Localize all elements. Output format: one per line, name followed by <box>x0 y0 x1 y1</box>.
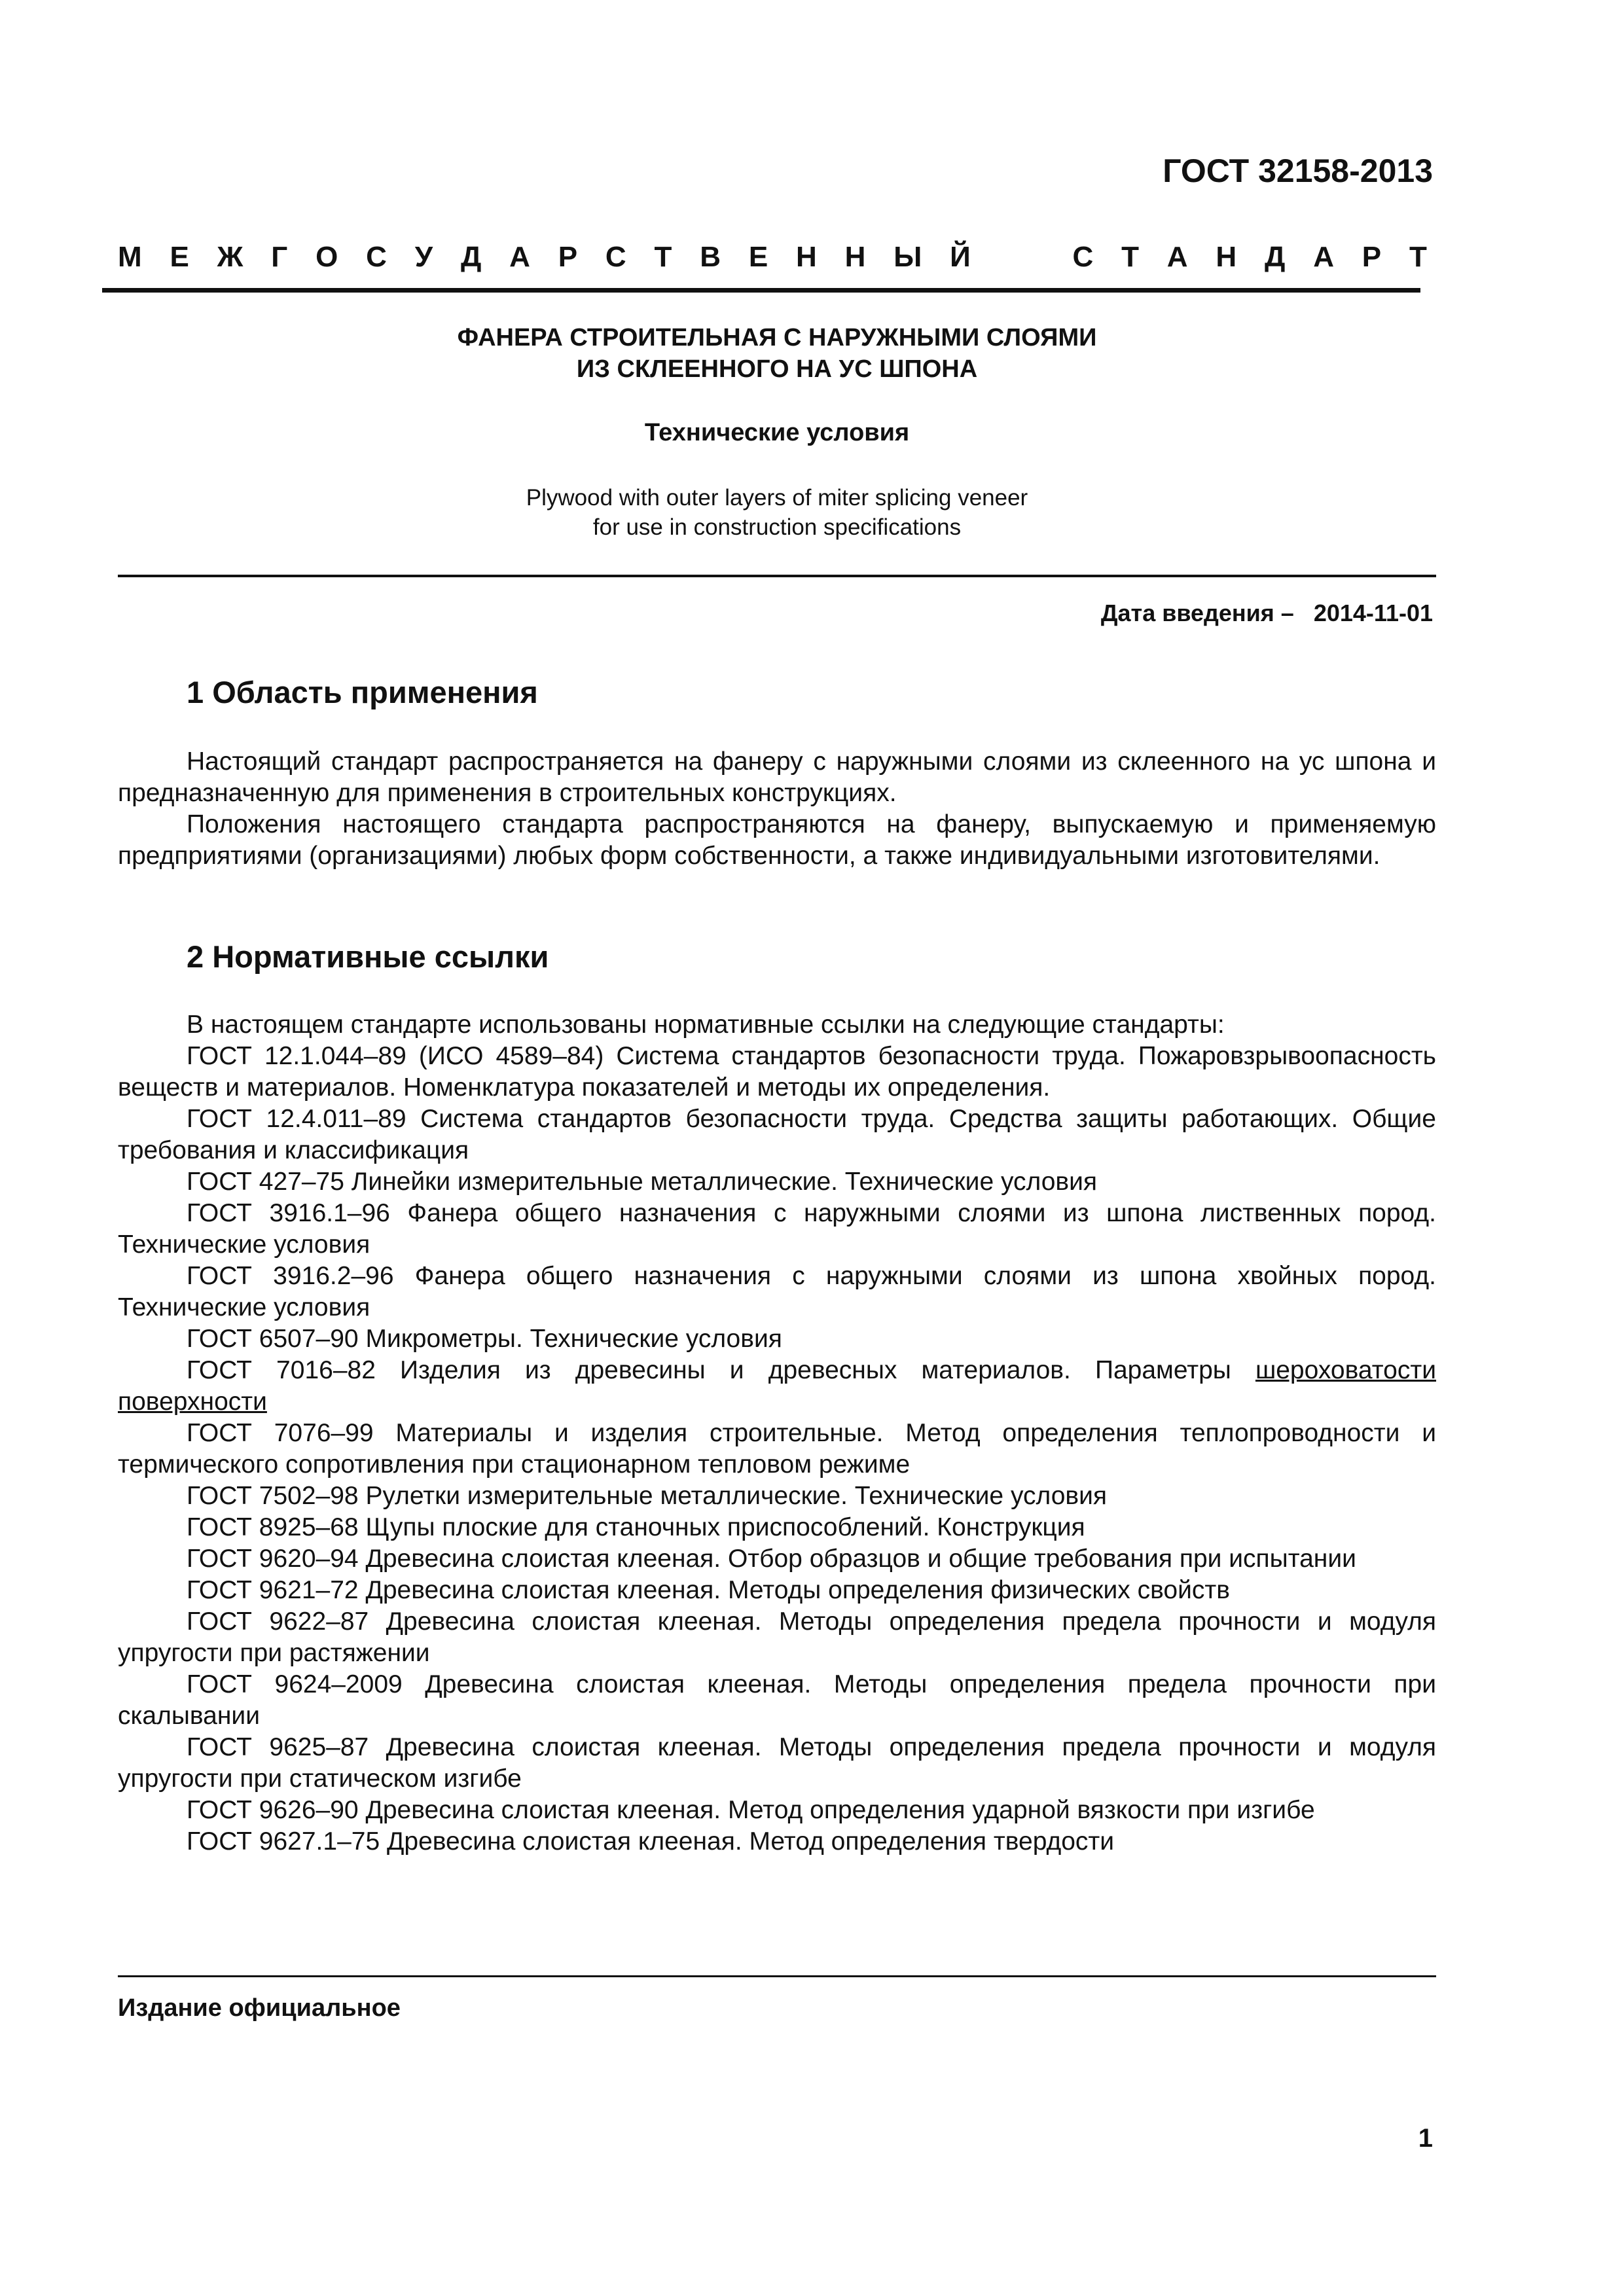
banner-letter: Н <box>1216 241 1237 273</box>
reference-item: ГОСТ 12.4.011–89 Система стандартов безопасности труда. Средства защиты работающих. Общие требования и классификация <box>118 1105 1436 1164</box>
reference-item: ГОСТ 3916.1–96 Фанера общего назначения с наружными слоями из шпона лиственных пород. Технические условия <box>118 1199 1436 1259</box>
reference-item <box>118 1355 1436 1418</box>
official-edition-label: Издание официальное <box>118 1994 401 2022</box>
paragraph: Положения настоящего стандарта распространяются на фанеру, выпускаемую и применяемую предприятиями (организациями) любых форм собственности, а также индивидуальными изготовителями. <box>118 810 1436 870</box>
banner-letter: Ы <box>893 241 922 273</box>
reference-item: ГОСТ 9625–87 Древесина слоистая клееная. Методы определения предела прочности и модуля упругости при статическом изгибе <box>118 1733 1436 1793</box>
document-title <box>118 322 1436 385</box>
reference-item: ГОСТ 7076–99 Материалы и изделия строительные. Метод определения теплопроводности и термического сопротивления при стационарном тепловом режиме <box>118 1419 1436 1479</box>
reference-item: ГОСТ 6507–90 Микрометры. Технические условия <box>187 1325 782 1353</box>
page-number: 1 <box>1418 2124 1433 2153</box>
banner-letter: Т <box>1409 241 1427 273</box>
banner-letter: Д <box>1265 241 1286 273</box>
title-line: ФАНЕРА СТРОИТЕЛЬНАЯ С НАРУЖНЫМИ СЛОЯМИ <box>457 324 1097 351</box>
banner-letter: Т <box>654 241 672 273</box>
banner-letter: Е <box>170 241 189 273</box>
references-intro: В настоящем стандарте использованы нормативные ссылки на следующие стандарты: <box>187 1011 1225 1039</box>
banner-letter: А <box>1166 241 1188 273</box>
banner-letter: С <box>366 241 387 273</box>
banner-letter: Р <box>1362 241 1382 273</box>
banner-letter: Е <box>748 241 768 273</box>
reference-item: ГОСТ 9627.1–75 Древесина слоистая клееная. Метод определения твердости <box>187 1827 1115 1856</box>
document-subtitle: Технические условия <box>644 419 910 446</box>
banner-letter: О <box>316 241 338 273</box>
section-heading: 1 Область применения <box>187 675 538 709</box>
english-title-line: Plywood with outer layers of miter splicing veneer <box>526 485 1028 511</box>
banner-letter: Й <box>950 241 971 273</box>
document-number: ГОСТ 32158-2013 <box>1163 152 1433 189</box>
banner-letter: Р <box>558 241 578 273</box>
reference-item: ГОСТ 9622–87 Древесина слоистая клееная. Методы определения предела прочности и модуля упругости при растяжении <box>118 1607 1436 1667</box>
footer-divider <box>118 1975 1436 1977</box>
section-heading: 2 Нормативные ссылки <box>187 939 549 974</box>
reference-item: ГОСТ 7502–98 Рулетки измерительные металлические. Технические условия <box>187 1482 1108 1510</box>
banner-letter: С <box>1072 241 1094 273</box>
reference-item: ГОСТ 9621–72 Древесина слоистая клееная. Методы определения физических свойств <box>187 1576 1230 1604</box>
banner-letter: Ж <box>217 241 244 273</box>
banner-letter: А <box>509 241 530 273</box>
banner-letter: Н <box>796 241 817 273</box>
banner-letter: Г <box>271 241 288 273</box>
reference-item: ГОСТ 9624–2009 Древесина слоистая клееная. Методы определения предела прочности при скалывании <box>118 1670 1436 1730</box>
banner-letter: А <box>1313 241 1334 273</box>
english-title-line: for use in construction specifications <box>592 514 962 540</box>
reference-item: ГОСТ 9626–90 Древесина слоистая клееная. Метод определения ударной вязкости при изгибе <box>187 1796 1315 1824</box>
banner-letter: С <box>605 241 626 273</box>
section-1-body <box>118 746 1436 872</box>
reference-item: ГОСТ 12.1.044–89 (ИСО 4589–84) Система стандартов безопасности труда. Пожаровзрывоопасность веществ и материалов. Номенклатура показателей и методы их определения. <box>118 1042 1436 1102</box>
banner-letter: Д <box>460 241 482 273</box>
section-2-body <box>118 1009 1436 1857</box>
english-title <box>118 483 1436 542</box>
underlined-term: шероховатости поверхности <box>118 1356 1436 1416</box>
reference-item: ГОСТ 3916.2–96 Фанера общего назначения с наружными слоями из шпона хвойных пород. Технические условия <box>118 1262 1436 1321</box>
banner-letter: В <box>700 241 721 273</box>
title-line: ИЗ СКЛЕЕННОГО НА УС ШПОНА <box>576 355 978 383</box>
introduction-date <box>1101 600 1433 627</box>
reference-item: ГОСТ 427–75 Линейки измерительные металлические. Технические условия <box>187 1168 1098 1196</box>
banner-letter: Н <box>844 241 866 273</box>
intro-date-value: 2014-11-01 <box>1313 600 1433 626</box>
banner-word-gap <box>999 241 1045 274</box>
banner-letter: Т <box>1121 241 1139 273</box>
header-divider <box>102 288 1420 293</box>
reference-item: ГОСТ 8925–68 Щупы плоские для станочных приспособлений. Конструкция <box>187 1513 1085 1541</box>
paragraph: Настоящий стандарт распространяется на фанеру с наружными слоями из склеенного на ус шпона и предназначенную для применения в строительных конструкциях. <box>118 747 1436 807</box>
banner-letter: У <box>414 241 433 273</box>
interstate-standard-banner <box>118 241 1427 274</box>
intro-date-label: Дата введения – <box>1100 600 1294 626</box>
reference-item: ГОСТ 9620–94 Древесина слоистая клееная. Отбор образцов и общие требования при испытании <box>187 1545 1356 1573</box>
banner-letter: М <box>118 241 142 273</box>
title-divider <box>118 575 1436 577</box>
reference-text: ГОСТ 7016–82 Изделия из древесины и древесных материалов. Параметры <box>187 1356 1255 1384</box>
